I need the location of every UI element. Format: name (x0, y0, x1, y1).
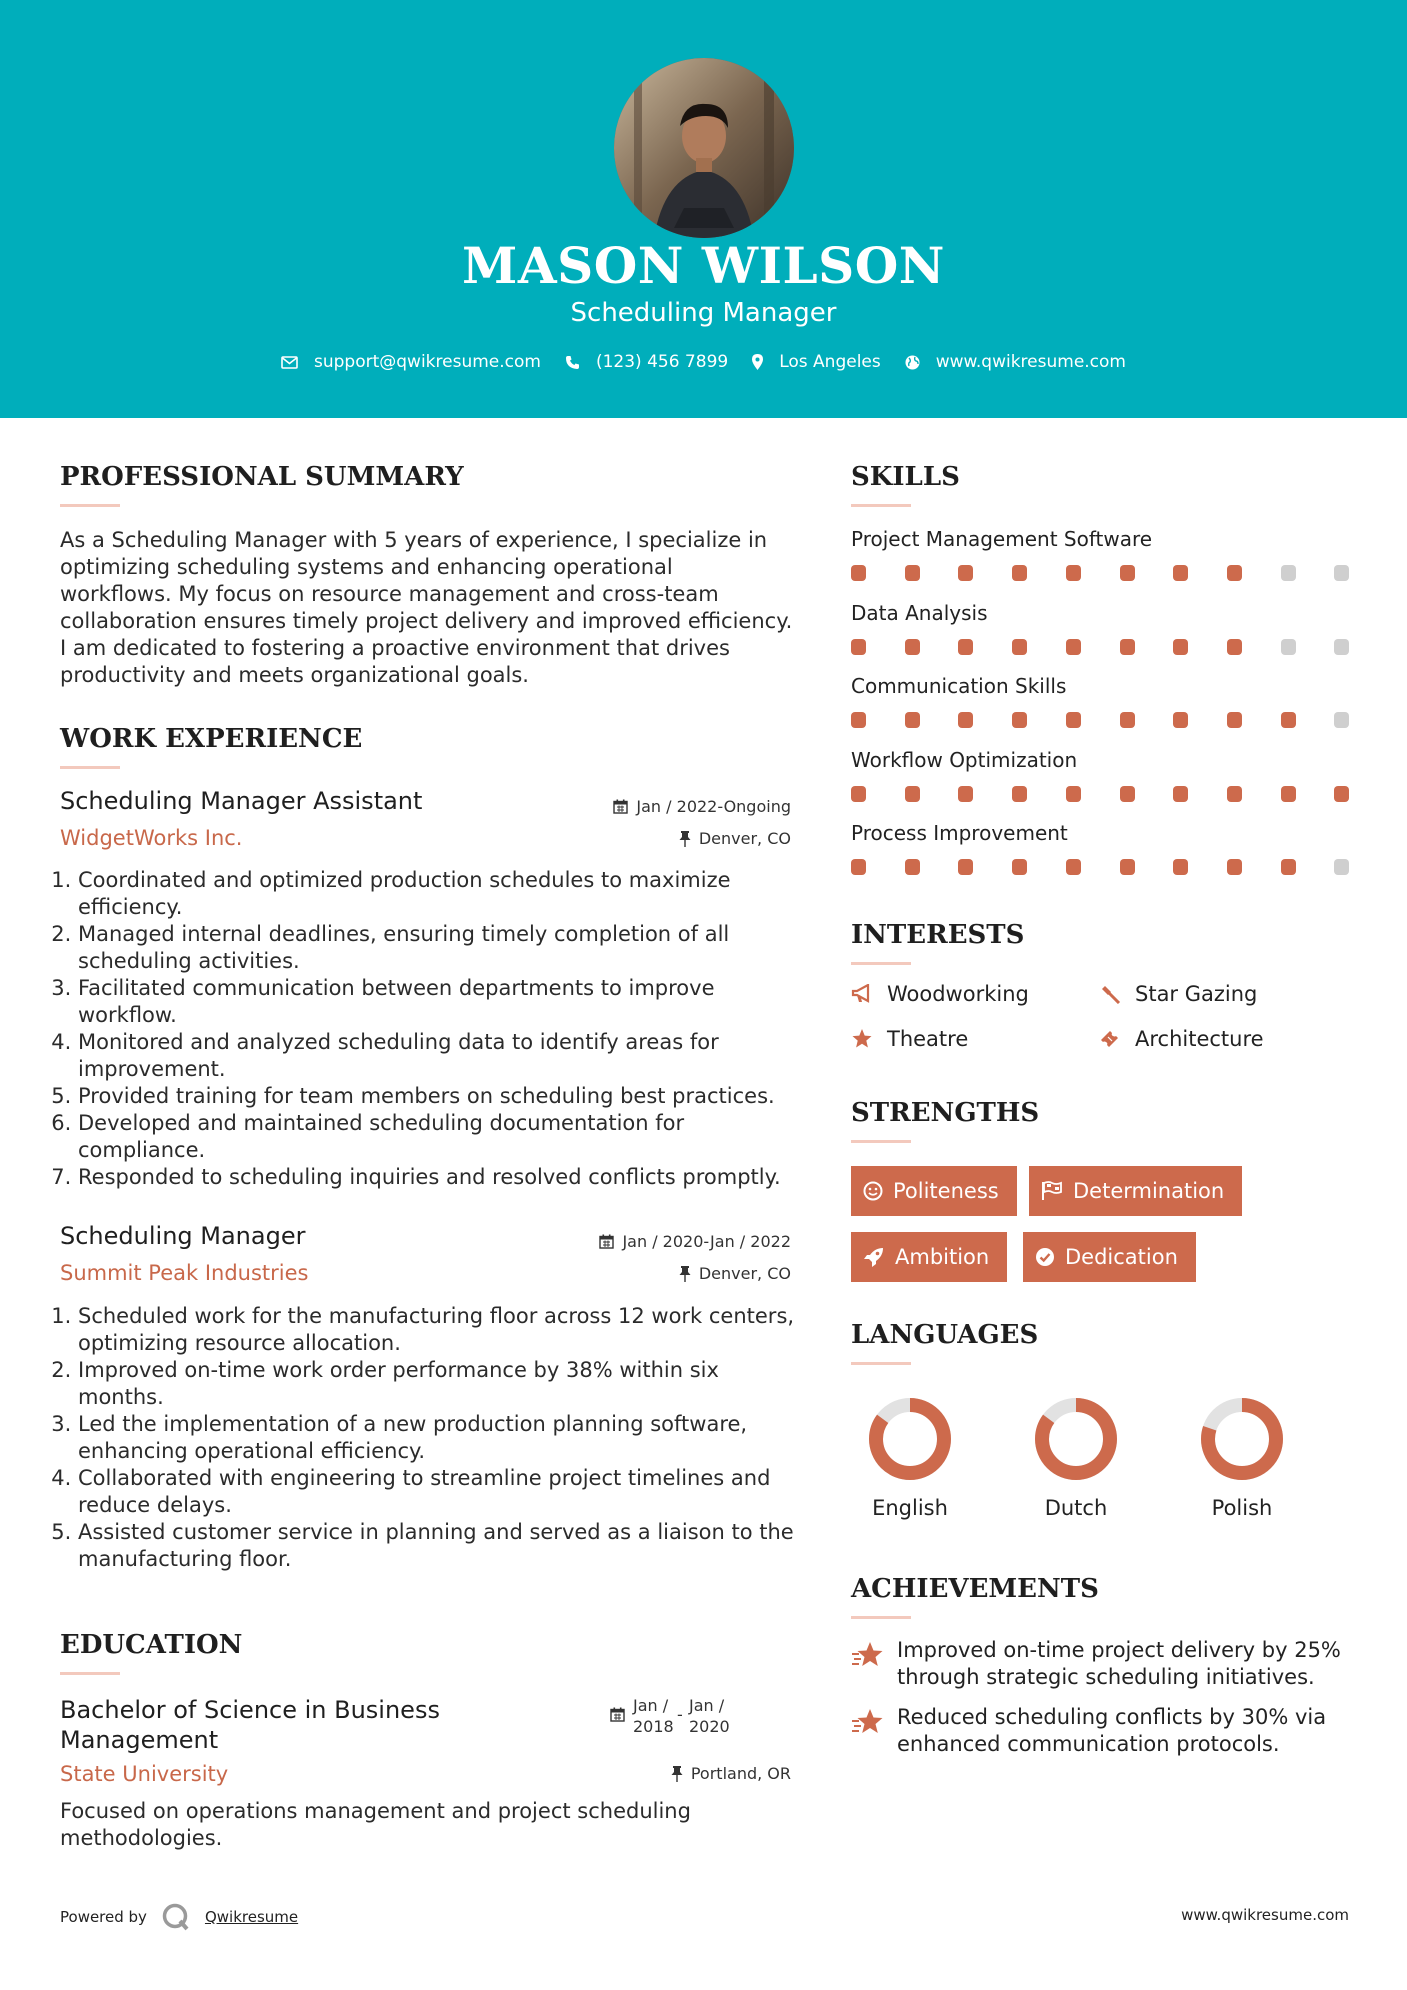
job-title: Scheduling Manager Assistant (60, 787, 423, 815)
strength-label: Dedication (1065, 1245, 1178, 1269)
skill-dot (1066, 786, 1081, 802)
job-dates (613, 797, 791, 816)
skill-dot (851, 859, 866, 875)
language-name: English (872, 1496, 948, 1520)
duties-list (60, 867, 800, 1191)
qwikresume-logo-icon (161, 1902, 191, 1932)
check-circle-icon (1035, 1247, 1055, 1267)
skill-dot (1281, 712, 1296, 728)
skill-dot (1281, 786, 1296, 802)
strength-badge (1023, 1232, 1196, 1282)
smile-icon (863, 1181, 883, 1201)
skill-dot (905, 786, 920, 802)
education-end-month: Jan / (689, 1696, 725, 1715)
language-donut (1197, 1394, 1287, 1484)
skill-dot (1334, 639, 1349, 655)
education-description (60, 1798, 820, 1852)
education-dates (610, 1695, 730, 1737)
job-title: Scheduling Manager (60, 1222, 306, 1250)
skill-dot (1012, 859, 1027, 875)
language-item (1011, 1394, 1141, 1520)
skill-dot (1012, 565, 1027, 581)
achievements-heading: ACHIEVEMENTS (851, 1574, 1099, 1604)
education-location-text: Portland, OR (690, 1764, 791, 1783)
rocket-icon (863, 1246, 885, 1268)
ticket-icon (1099, 1029, 1121, 1049)
skill-dot (1334, 712, 1349, 728)
achievement-line: enhanced communication protocols. (897, 1732, 1280, 1756)
skill-rating (851, 565, 1351, 581)
skill-rating (851, 639, 1351, 655)
company-name: WidgetWorks Inc. (60, 826, 243, 850)
contact-email-text: support@qwikresume.com (314, 352, 541, 372)
skill-dot (1173, 786, 1188, 802)
skill-dot (1120, 859, 1135, 875)
summary-heading: PROFESSIONAL SUMMARY (60, 462, 464, 492)
language-donut (865, 1394, 955, 1484)
education-end-year: 2020 (689, 1717, 730, 1736)
date-separator: - (677, 1705, 683, 1724)
map-pin-icon (752, 354, 763, 370)
skill-dot (1281, 859, 1296, 875)
job-dates-text: Jan / 2022-Ongoing (636, 797, 791, 816)
duty-item: 5. Assisted customer service in planning and served as a liaison to the manufacturing floor. (78, 1519, 800, 1573)
languages-heading: LANGUAGES (851, 1320, 1039, 1350)
envelope-icon (281, 356, 298, 369)
skill-dot (1227, 639, 1242, 655)
achievement-text (897, 1704, 1326, 1758)
skill-name: Workflow Optimization (851, 748, 1078, 772)
education-start-year: 2018 (633, 1717, 674, 1736)
language-name: Polish (1211, 1496, 1273, 1520)
summary-rule (60, 504, 120, 507)
skill-dot (1120, 565, 1135, 581)
skill-dot (905, 859, 920, 875)
job-location-text: Denver, CO (698, 829, 791, 848)
duty-item: 3. Led the implementation of a new production planning software, enhancing operational efficiency. (78, 1411, 800, 1465)
skill-dot (905, 712, 920, 728)
education-end (689, 1695, 730, 1737)
flag-icon (1041, 1181, 1063, 1201)
skill-dot (1173, 565, 1188, 581)
job-dates-text: Jan / 2020-Jan / 2022 (622, 1232, 791, 1251)
job-location (679, 1264, 791, 1283)
interest-item (851, 1027, 968, 1051)
education-start-month: Jan / (633, 1696, 669, 1715)
skill-rating (851, 859, 1351, 875)
duty-item: 7. Responded to scheduling inquiries and resolved conflicts promptly. (78, 1164, 800, 1191)
degree-line: Management (60, 1726, 219, 1754)
calendar-icon (610, 1707, 625, 1722)
contact-location (752, 352, 881, 372)
strength-label: Ambition (895, 1245, 990, 1269)
pushpin-icon (679, 1266, 691, 1282)
education-start (633, 1695, 677, 1737)
experience-heading: WORK EXPERIENCE (60, 724, 363, 754)
education-location (671, 1764, 791, 1783)
language-item (1177, 1394, 1307, 1520)
skill-name: Communication Skills (851, 674, 1067, 698)
summary-line: collaboration ensures timely project delivery and improved efficiency. (60, 609, 793, 633)
contact-email[interactable] (281, 352, 541, 372)
skill-dot (1173, 639, 1188, 655)
skills-heading: SKILLS (851, 462, 960, 492)
calendar-icon (613, 799, 628, 814)
interest-item (1099, 982, 1257, 1006)
candidate-name: MASON WILSON (462, 236, 945, 295)
interests-heading: INTERESTS (851, 920, 1025, 950)
strength-label: Determination (1073, 1179, 1225, 1203)
experience-rule (60, 766, 120, 769)
interest-label: Theatre (887, 1027, 969, 1051)
skill-name: Project Management Software (851, 527, 1153, 551)
summary-line: optimizing scheduling systems and enhancing operational (60, 555, 673, 579)
skill-dot (1281, 639, 1296, 655)
duty-item: 1. Coordinated and optimized production schedules to maximize efficiency. (78, 867, 800, 921)
summary-line: As a Scheduling Manager with 5 years of experience, I specialize in (60, 528, 768, 552)
strength-label: Politeness (893, 1179, 999, 1203)
education-desc-line: methodologies. (60, 1826, 223, 1850)
achievement-item (851, 1637, 1351, 1691)
school-name: State University (60, 1762, 229, 1786)
languages-rule (851, 1362, 911, 1365)
summary-line: I am dedicated to fostering a proactive environment that drives (60, 636, 730, 660)
skill-dot (958, 639, 973, 655)
skill-rating (851, 786, 1351, 802)
skill-name: Process Improvement (851, 821, 1068, 845)
skill-dot (1227, 712, 1242, 728)
duty-item: 2. Improved on-time work order performance by 38% within six months. (78, 1357, 800, 1411)
skill-dot (958, 786, 973, 802)
footer-powered-by (60, 1902, 298, 1932)
skill-dot (1120, 712, 1135, 728)
skill-dot (1227, 786, 1242, 802)
skill-dot (1066, 712, 1081, 728)
candidate-title: Scheduling Manager (570, 298, 837, 328)
job-location-text: Denver, CO (698, 1264, 791, 1283)
duty-item: 4. Monitored and analyzed scheduling data to identify areas for improvement. (78, 1029, 800, 1083)
skill-dot (1012, 639, 1027, 655)
skill-dot (1012, 712, 1027, 728)
pushpin-icon (671, 1766, 683, 1782)
contact-bar (0, 352, 1407, 372)
duty-item: 4. Collaborated with engineering to streamline project timelines and reduce delays. (78, 1465, 800, 1519)
achievements-rule (851, 1616, 911, 1619)
achievement-line: through strategic scheduling initiatives. (897, 1665, 1315, 1689)
skill-dot (1334, 786, 1349, 802)
skill-dot (1334, 565, 1349, 581)
achievement-text (897, 1637, 1341, 1691)
skill-dot (1227, 565, 1242, 581)
achievement-line: Reduced scheduling conflicts by 30% via (897, 1705, 1327, 1729)
interest-label: Star Gazing (1135, 982, 1258, 1006)
summary-line: workflows. My focus on resource management and cross-team (60, 582, 719, 606)
calendar-icon (599, 1234, 614, 1249)
duties-list (60, 1303, 800, 1573)
strength-badge (851, 1232, 1007, 1282)
skill-dot (905, 565, 920, 581)
trophy-star-icon (851, 1708, 885, 1736)
skill-dot (851, 639, 866, 655)
degree-line: Bachelor of Science in Business (60, 1696, 440, 1724)
company-name: Summit Peak Industries (60, 1261, 309, 1285)
summary-text (60, 527, 820, 689)
duty-item: 5. Provided training for team members on scheduling best practices. (78, 1083, 800, 1110)
degree-title (60, 1695, 440, 1755)
strength-badge (1029, 1166, 1242, 1216)
trophy-star-icon (851, 1641, 885, 1669)
phone-icon (565, 355, 580, 370)
language-name: Dutch (1044, 1496, 1108, 1520)
skill-dot (1173, 859, 1188, 875)
contact-location-text: Los Angeles (779, 352, 881, 372)
skill-dot (958, 712, 973, 728)
skill-dot (1066, 639, 1081, 655)
skill-dot (1334, 859, 1349, 875)
footer-website[interactable]: www.qwikresume.com (1181, 1906, 1349, 1924)
language-donut (1031, 1394, 1121, 1484)
language-item (845, 1394, 975, 1520)
skill-dot (1012, 786, 1027, 802)
skill-dot (1281, 565, 1296, 581)
bullhorn-icon (851, 984, 873, 1004)
profile-photo (614, 58, 794, 238)
skill-dot (1120, 639, 1135, 655)
job-location (679, 829, 791, 848)
skill-dot (1066, 565, 1081, 581)
duty-item: 1. Scheduled work for the manufacturing floor across 12 work centers, optimizing resource allocation. (78, 1303, 800, 1357)
skill-dot (851, 712, 866, 728)
globe-icon (905, 355, 920, 370)
skill-dot (1173, 712, 1188, 728)
strength-badge (851, 1166, 1017, 1216)
skill-dot (1227, 859, 1242, 875)
pushpin-icon (679, 831, 691, 847)
skill-dot (851, 565, 866, 581)
contact-website[interactable] (905, 352, 1126, 372)
duty-item: 3. Facilitated communication between departments to improve workflow. (78, 975, 800, 1029)
contact-phone[interactable] (565, 352, 728, 372)
skill-rating (851, 712, 1351, 728)
achievement-line: Improved on-time project delivery by 25% (897, 1638, 1341, 1662)
interest-item (1099, 1027, 1264, 1051)
interest-label: Architecture (1135, 1027, 1264, 1051)
interest-item (851, 982, 1029, 1006)
skill-dot (958, 859, 973, 875)
interests-rule (851, 962, 911, 965)
resume-header (0, 0, 1407, 418)
achievement-item (851, 1704, 1351, 1758)
strengths-rule (851, 1140, 911, 1143)
job-dates (599, 1232, 791, 1251)
interest-label: Woodworking (887, 982, 1029, 1006)
education-rule (60, 1672, 120, 1675)
skill-dot (1120, 786, 1135, 802)
strengths-heading: STRENGTHS (851, 1098, 1040, 1128)
summary-line: productivity and meets organizational goals. (60, 663, 529, 687)
education-desc-line: Focused on operations management and project scheduling (60, 1799, 691, 1823)
powered-by-text: Powered by (60, 1908, 147, 1926)
contact-website-text: www.qwikresume.com (935, 352, 1126, 372)
skill-dot (958, 565, 973, 581)
duty-item: 2. Managed internal deadlines, ensuring timely completion of all scheduling activities. (78, 921, 800, 975)
skill-dot (905, 639, 920, 655)
education-heading: EDUCATION (60, 1630, 243, 1660)
star-icon (851, 1029, 873, 1049)
duty-item: 6. Developed and maintained scheduling documentation for compliance. (78, 1110, 800, 1164)
brand-link[interactable]: Qwikresume (204, 1908, 299, 1926)
gavel-icon (1099, 984, 1121, 1004)
skills-rule (851, 504, 911, 507)
skill-name: Data Analysis (851, 601, 988, 625)
skill-dot (1066, 859, 1081, 875)
contact-phone-text: (123) 456 7899 (595, 352, 729, 372)
skill-dot (851, 786, 866, 802)
